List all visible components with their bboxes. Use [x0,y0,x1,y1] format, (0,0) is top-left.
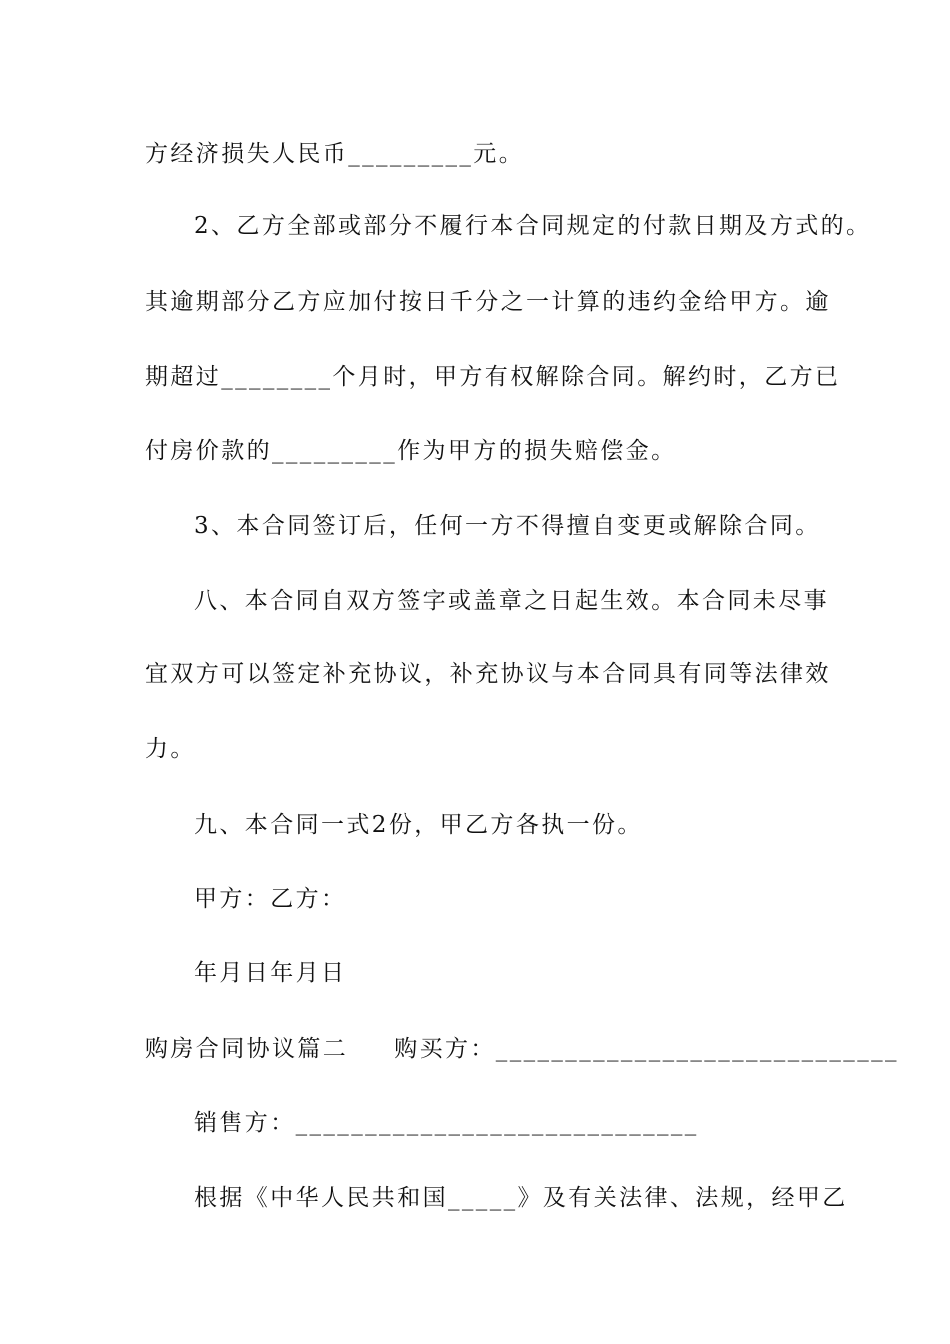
clause-3-line: 3、本合同签订后，任何一方不得擅自变更或解除合同。 [194,513,821,539]
paragraph-line: 力。 [145,736,196,762]
paragraph-line: 宜双方可以签定补充协议，补充协议与本合同具有同等法律效 [145,661,831,687]
section-heading-line [145,1034,899,1064]
clause-2-line: 2、乙方全部或部分不履行本合同规定的付款日期及方式的。 [194,213,872,239]
article-9-line: 九、本合同一式2份，甲乙方各执一份。 [194,812,643,838]
paragraph-line: 期超过________个月时，甲方有权解除合同。解约时，乙方已 [145,364,841,390]
buyer-field: 购买方：_____________________________ [394,1036,899,1062]
signature-parties-line: 甲方：乙方： [194,886,347,912]
section-title: 购房合同协议篇二 [145,1036,349,1062]
article-8-line: 八、本合同自双方签字或盖章之日起生效。本合同未尽事 [194,588,829,614]
signature-date-line: 年月日年月日 [194,960,347,986]
paragraph-line: 根据《中华人民共和国_____》及有关法律、法规，经甲乙 [194,1185,848,1211]
paragraph-line: 方经济损失人民币_________元。 [145,141,525,167]
seller-field: 销售方：_____________________________ [194,1110,699,1136]
paragraph-line: 付房价款的_________作为甲方的损失赔偿金。 [145,438,677,464]
paragraph-line: 其逾期部分乙方应加付按日千分之一计算的违约金给甲方。逾 [145,289,831,315]
